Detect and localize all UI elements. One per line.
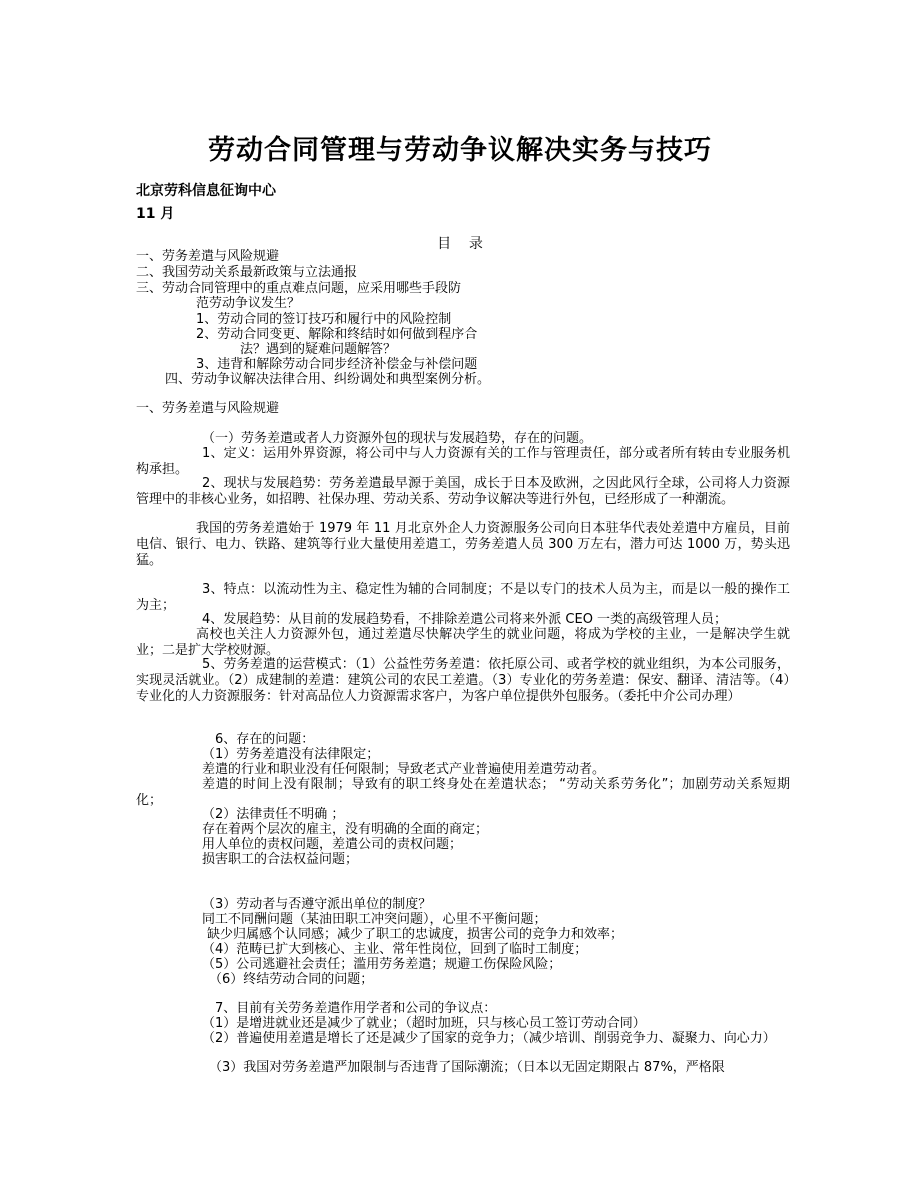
toc-item: 三、劳动合同管理中的重点难点问题，应采用哪些手段防 [136, 281, 462, 296]
toc-item: 1、劳动合同的签订技巧和履行中的风险控制 [196, 312, 452, 327]
subsection-heading: 6、存在的问题： [215, 732, 315, 747]
list-item: （6）终结劳动合同的问题； [209, 972, 374, 987]
list-item: （2）普遍使用差遣是增长了还是减少了国家的竞争力；（减少培训、削弱竞争力、凝聚力、向心力） [202, 1031, 776, 1046]
list-item: 用人单位的责权问题，差遣公司的责权问题； [202, 837, 463, 852]
list-item: 存在着两个层次的雇主，没有明确的全面的商定； [202, 822, 489, 837]
toc-item: 二、我国劳动关系最新政策与立法通报 [136, 265, 358, 280]
paragraph: 1、定义：运用外界资源，将公司中与人力资源有关的工作与管理责任，部分或者所有转由专业服务机构承担。 [136, 446, 790, 477]
paragraph: （一）劳务差遣或者人力资源外包的现状与发展趋势，存在的问题。 [202, 431, 593, 446]
document-date: 11 月 [136, 206, 175, 222]
paragraph: 我国的劳务差遣始于 1979 年 11 月北京外企人力资源服务公司向日本驻华代表处差遣中方雇员，目前电信、银行、电力、铁路、建筑等行业大量使用差遣工，劳务差遣人员 300 万左右，潜力可达 1000 万，势头迅猛。 [136, 521, 790, 568]
document-title: 劳动合同管理与劳动争议解决实务与技巧 [208, 135, 712, 166]
toc-heading: 目 录 [437, 236, 483, 252]
list-item: 缺少归属感个认同感；减少了职工的忠诚度，损害公司的竞争力和效率； [207, 927, 624, 942]
subsection-heading: 7、目前有关劳务差遣作用学者和公司的争议点： [215, 1001, 497, 1016]
toc-item: 范劳动争议发生？ [196, 296, 301, 311]
paragraph: 3、特点：以流动性为主、稳定性为辅的合同制度；不是以专门的技术人员为主，而是以一般的操作工为主； [136, 582, 790, 613]
list-item: （3）劳动者与否遵守派出单位的制度？ [202, 897, 432, 912]
list-item: 同工不同酬问题（某油田职工冲突问题），心里不平衡问题； [202, 912, 547, 927]
list-item: 差遣的时间上没有限制；导致有的职工终身处在差遣状态； “劳动关系劳务化”；加剧劳动关系短期化； [136, 777, 790, 808]
toc-item: 3、违背和解除劳动合同步经济补偿金与补偿问题 [196, 357, 478, 372]
paragraph: 高校也关注人力资源外包，通过差遣尽快解决学生的就业问题，将成为学校的主业，一是解决学生就业；二是扩大学校财源。 [136, 627, 790, 658]
list-item: （1）是增进就业还是减少了就业；（超时加班，只与核心员工签订劳动合同） [202, 1016, 646, 1031]
toc-item: 法？遇到的疑难问题解答？ [240, 342, 397, 357]
list-item: 损害职工的合法权益问题； [202, 852, 359, 867]
list-item: 差遣的行业和职业没有任何限制；导致老式产业普遍使用差遣劳动者。 [202, 762, 606, 777]
list-item: （2）法律责任不明确 ； [202, 807, 345, 822]
toc-item: 一、劳务差遣与风险规避 [136, 249, 280, 264]
list-item: （4）范畴已扩大到核心、主业、常年性岗位，回到了临时工制度； [202, 942, 588, 957]
toc-item: 四、劳动争议解决法律合用、纠纷调处和典型案例分析。 [165, 372, 491, 387]
paragraph: 4、发展趋势：从目前的发展趋势看，不排除差遣公司将来外派 CEO 一类的高级管理人员； [202, 612, 728, 627]
toc-item: 2、劳动合同变更、解除和终结时如何做到程序合 [196, 327, 478, 342]
section-heading: 一、劳务差遣与风险规避 [136, 401, 280, 416]
list-item: （1）劳务差遣没有法律限定； [202, 747, 380, 762]
list-item: （5）公司逃避社会责任；滥用劳务差遣；规避工伤保险风险； [202, 957, 562, 972]
paragraph: 2、现状与发展趋势：劳务差遣最早源于美国，成长于日本及欧洲，之因此风行全球，公司将人力资源管理中的非核心业务，如招聘、社保办理、劳动关系、劳动争议解决等进行外包，已经形成了一种潮流。 [136, 476, 790, 507]
list-item: （3）我国对劳务差遣严加限制与否违背了国际潮流；（日本以无固定期限占 87%，严格限 [209, 1060, 725, 1075]
organization-name: 北京劳科信息征询中心 [136, 183, 276, 199]
paragraph: 5、劳务差遣的运营模式：（1）公益性劳务差遣：依托原公司、或者学校的就业组织，为本公司服务，实现灵活就业。（2）成建制的差遣：建筑公司的农民工差遣。（3）专业化的劳务差遣：保安、翻译、清洁等。（4）专业化的人力资源服务：针对高品位人力资源需求客户，为客户单位提供外包服务。（委托中介公司办理） [136, 657, 790, 704]
